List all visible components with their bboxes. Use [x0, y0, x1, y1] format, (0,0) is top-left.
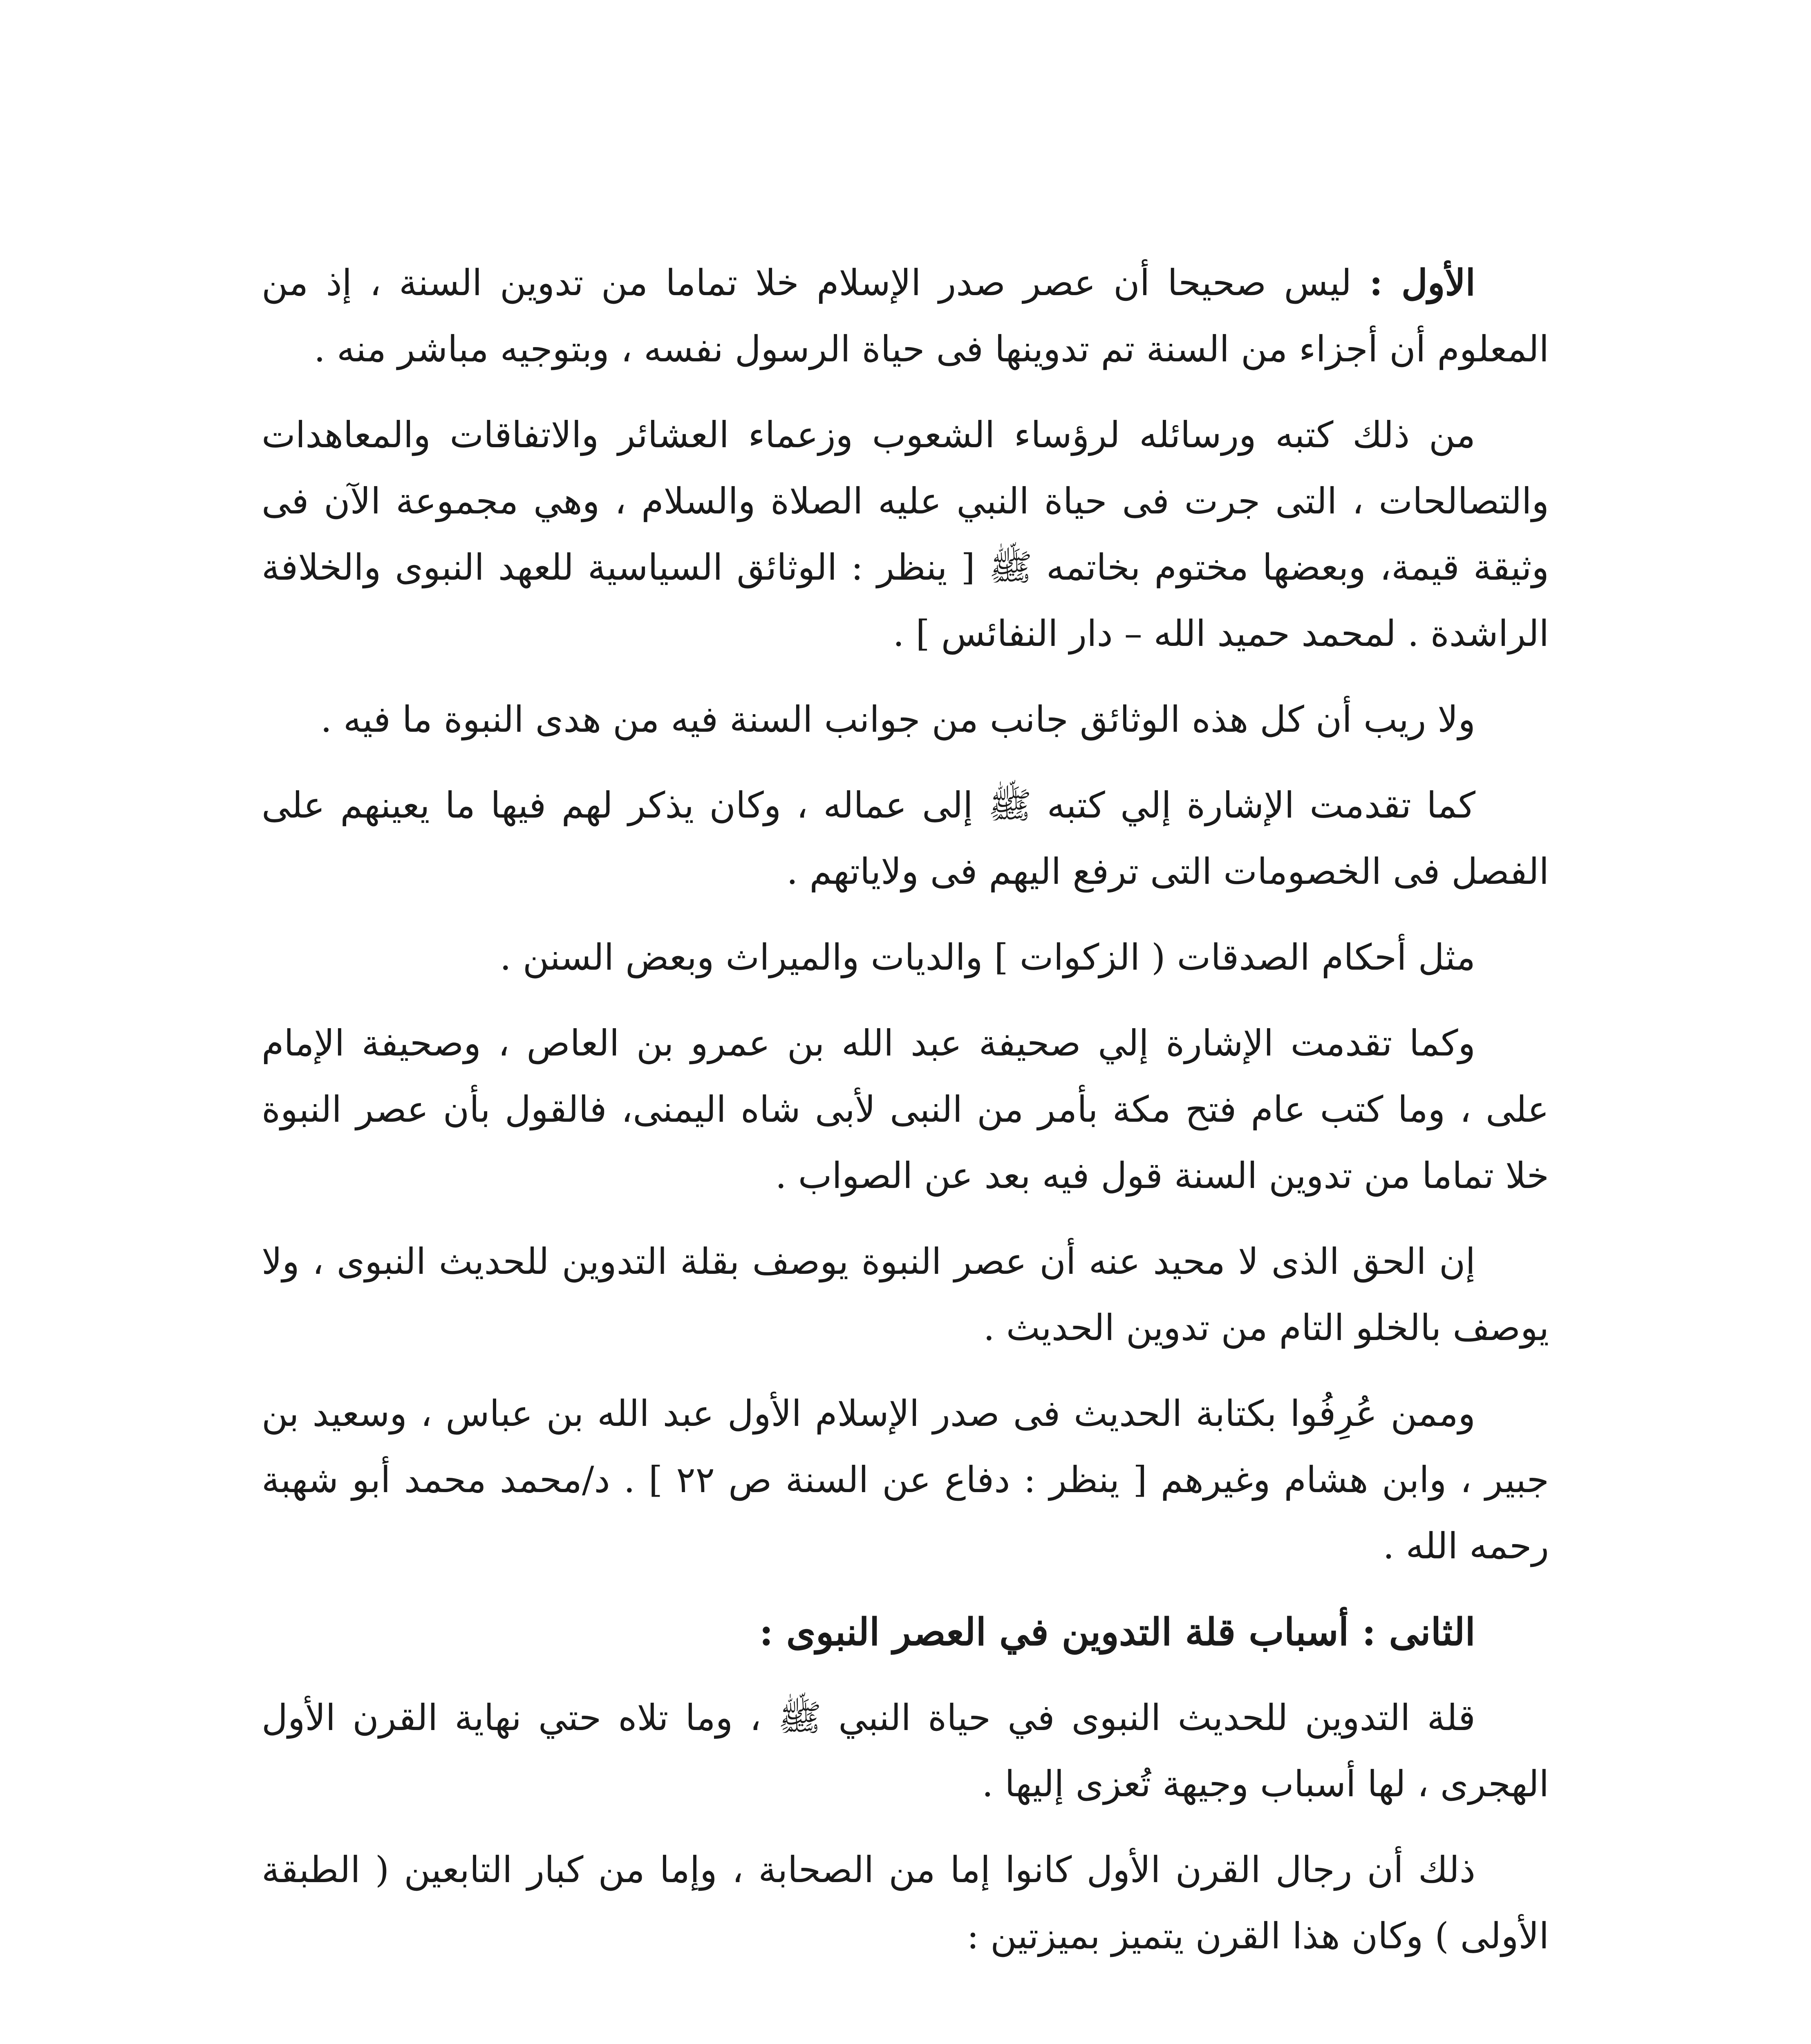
body-text: [262, 249, 1549, 1989]
paragraph: كما تقدمت الإشارة إلي كتبه ﷺ إلى عماله ، وكان يذكر لهم فيها ما يعينهم على الفصل فى الخصومات التى ترفع اليهم فى ولاياتهم .: [262, 784, 1549, 892]
paragraph: وكما تقدمت الإشارة إلي صحيفة عبد الله بن عمرو بن العاص ، وصحيفة الإمام على ، وما كتب عام فتح مكة بأمر من النبى لأبى شاه اليمنى، فالقول بأن عصر النبوة خلا تماما من تدوين السنة قول فيه بعد عن الصواب .: [262, 1022, 1549, 1197]
paragraph: قلة التدوين للحديث النبوى في حياة النبي ﷺ ، وما تلاه حتي نهاية القرن الأول الهجرى ، لها أسباب وجيهة تُعزى إليها .: [262, 1697, 1549, 1805]
paragraph: من ذلك كتبه ورسائله لرؤساء الشعوب وزعماء العشائر والاتفاقات والمعاهدات والتصالحات ، التى جرت فى حياة النبي عليه الصلاة والسلام ، وهي مجموعة الآن فى وثيقة قيمة، وبعضها مختوم بخاتمه ﷺ [ ينظر : الوثائق السياسية للعهد النبوى والخلافة الراشدة . لمحمد حميد الله – دار النفائس ] .: [262, 414, 1549, 654]
paragraph: وممن عُرِفُوا بكتابة الحديث فى صدر الإسلام الأول عبد الله بن عباس ، وسعيد بن جبير ، وابن هشام وغيرهم [ ينظر : دفاع عن السنة ص ٢٢ ] . د/محمد محمد أبو شهبة رحمه الله .: [262, 1392, 1549, 1567]
paragraph-lead: الأول :: [1369, 261, 1475, 304]
section-heading: الثانى : أسباب قلة التدوين في العصر النبوى :: [759, 1610, 1475, 1654]
paragraph: إن الحق الذى لا محيد عنه أن عصر النبوة يوصف بقلة التدوين للحديث النبوى ، ولا يوصف بالخلو التام من تدوين الحديث .: [262, 1240, 1549, 1349]
paragraph: ذلك أن رجال القرن الأول كانوا إما من الصحابة ، وإما من كبار التابعين ( الطبقة الأولى ) وكان هذا القرن يتميز بميزتين :: [262, 1849, 1549, 1957]
paragraph: مثل أحكام الصدقات ( الزكوات ] والديات والميراث وبعض السنن .: [499, 936, 1475, 978]
paragraph: ولا ريب أن كل هذه الوثائق جانب من جوانب السنة فيه من هدى النبوة ما فيه .: [320, 698, 1475, 740]
paragraph-text: ليس صحيحا أن عصر صدر الإسلام خلا تماما من تدوين السنة ، إذ من المعلوم أن أجزاء من السنة تم تدوينها فى حياة الرسول نفسه ، وبتوجيه مباشر منه .: [262, 262, 1549, 370]
paragraph: [262, 249, 1549, 382]
